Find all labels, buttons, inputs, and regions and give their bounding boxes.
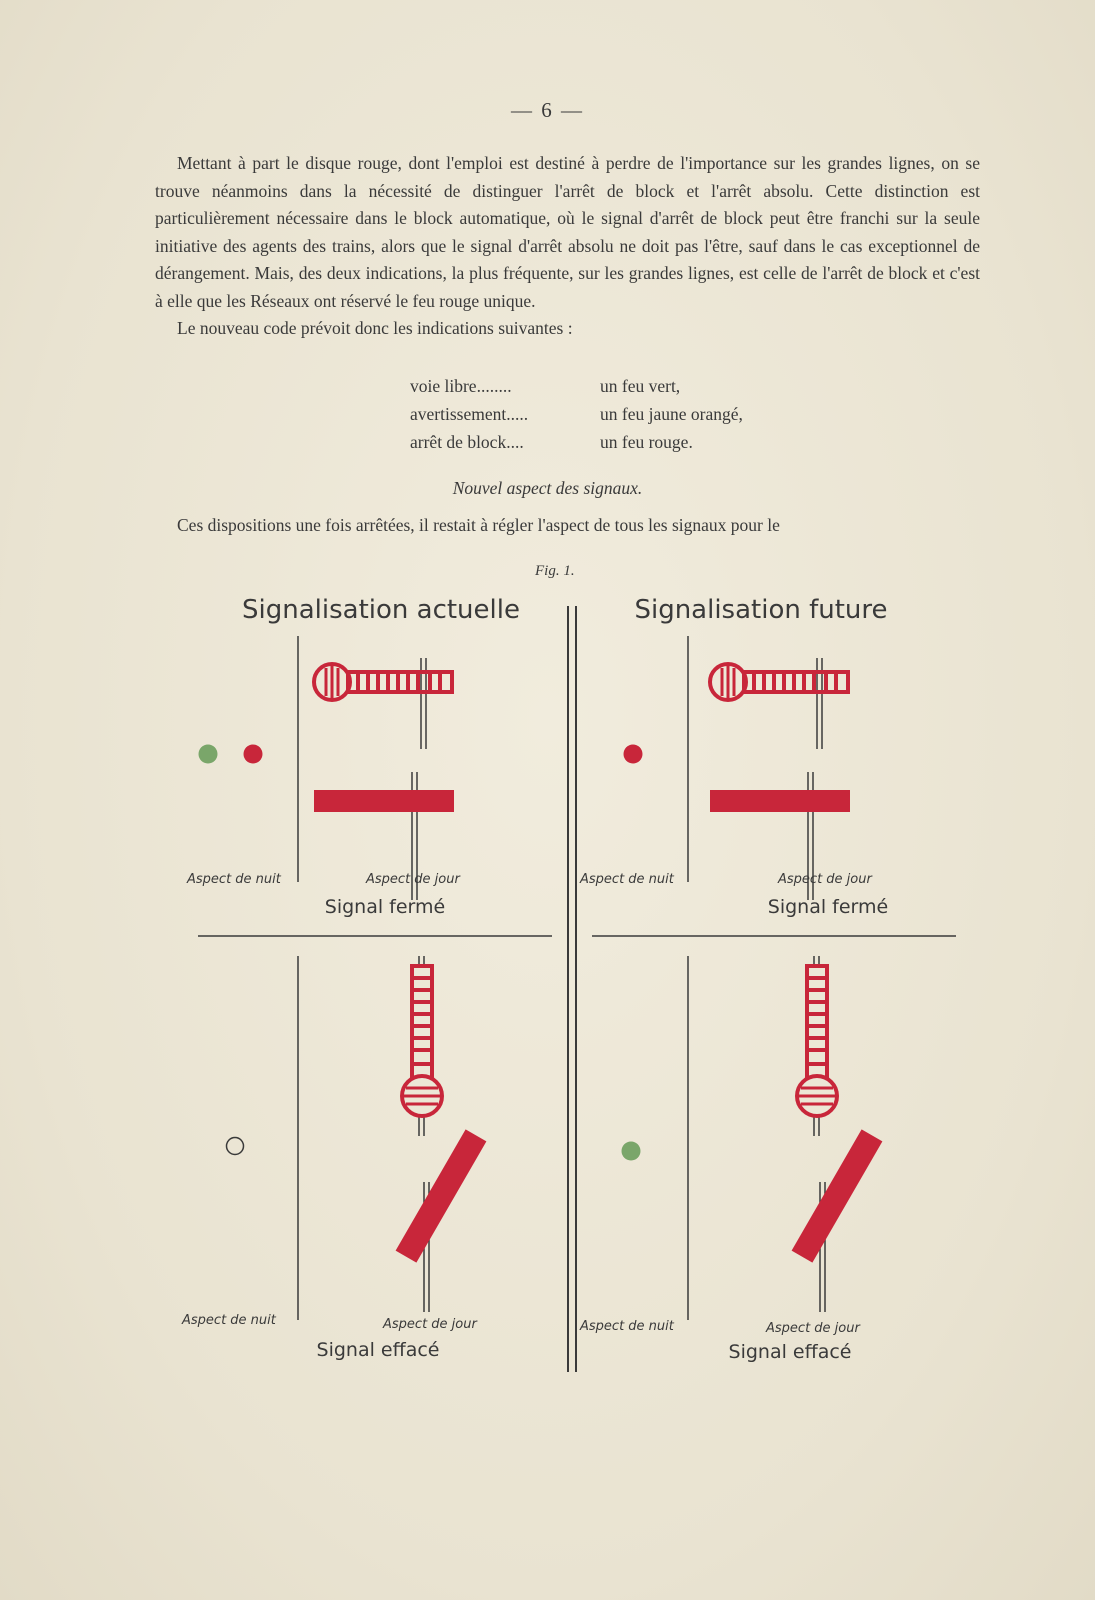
signal-closed-caption: Signal fermé (324, 896, 446, 918)
signal-closed-caption: Signal fermé (767, 896, 889, 918)
night-aspect-label: Aspect de nuit (580, 1319, 674, 1334)
code-key: avertissement..... (410, 404, 529, 424)
code-value: un feu rouge. (600, 432, 693, 452)
disc-signal-closed-icon (710, 658, 848, 749)
section-text: Ces dispositions une fois arrêtées, il restait à régler l'aspect de tous les signaux pour le (177, 515, 780, 535)
semaphore-arm-cleared-icon (792, 1129, 883, 1312)
day-aspect-label: Aspect de jour (766, 1321, 860, 1336)
green-light-icon (199, 745, 218, 764)
green-light-icon (622, 1142, 641, 1161)
paragraph: Mettant à part le disque rouge, dont l'emploi est destiné à perdre de l'importance sur les grandes lignes, on se trouve néanmoins dans la nécessité de distinguer l'arrêt de block et l'arrêt absolu. Cette distinction est particulièrement nécessaire dans le block automatique, où le signal d'arrêt de block peut être franchi sur la seule initiative des agents des trains, alors que le signal d'arrêt absolu ne doit pas l'être, sauf dans le cas exceptionnel de dérangement. Mais, des deux indications, la plus fréquente, sur les grandes lignes, est celle de l'arrêt de block et c'est à elle que les Réseaux ont réservé le feu rouge unique. (155, 153, 980, 311)
signal-cleared-caption: Signal effacé (316, 1339, 440, 1361)
paragraph: Le nouveau code prévoit donc les indications suivantes : (177, 318, 573, 338)
right-column-title: Signalisation future (634, 595, 888, 625)
white-light-icon (227, 1138, 244, 1155)
semaphore-arm-cleared-icon (396, 1129, 487, 1312)
disc-signal-cleared-icon (797, 956, 837, 1136)
disc-signal-cleared-icon (402, 956, 442, 1136)
page-number: — 6 — (511, 98, 584, 122)
day-aspect-label: Aspect de jour (778, 872, 872, 887)
day-aspect-label: Aspect de jour (383, 1317, 477, 1332)
section-title: Nouvel aspect des signaux. (452, 478, 643, 498)
day-aspect-label: Aspect de jour (366, 872, 460, 887)
code-key: voie libre........ (410, 376, 512, 396)
red-light-icon (244, 745, 263, 764)
signal-cleared-caption: Signal effacé (728, 1341, 852, 1363)
night-aspect-label: Aspect de nuit (187, 872, 281, 887)
code-value: un feu jaune orangé, (600, 404, 743, 424)
red-light-icon (624, 745, 643, 764)
figure-label: Fig. 1. (535, 563, 575, 579)
code-key: arrêt de block.... (410, 432, 524, 452)
night-aspect-label: Aspect de nuit (580, 872, 674, 887)
disc-signal-closed-icon (314, 658, 452, 749)
left-column-title: Signalisation actuelle (242, 595, 520, 625)
night-aspect-label: Aspect de nuit (182, 1313, 276, 1328)
code-value: un feu vert, (600, 376, 681, 396)
